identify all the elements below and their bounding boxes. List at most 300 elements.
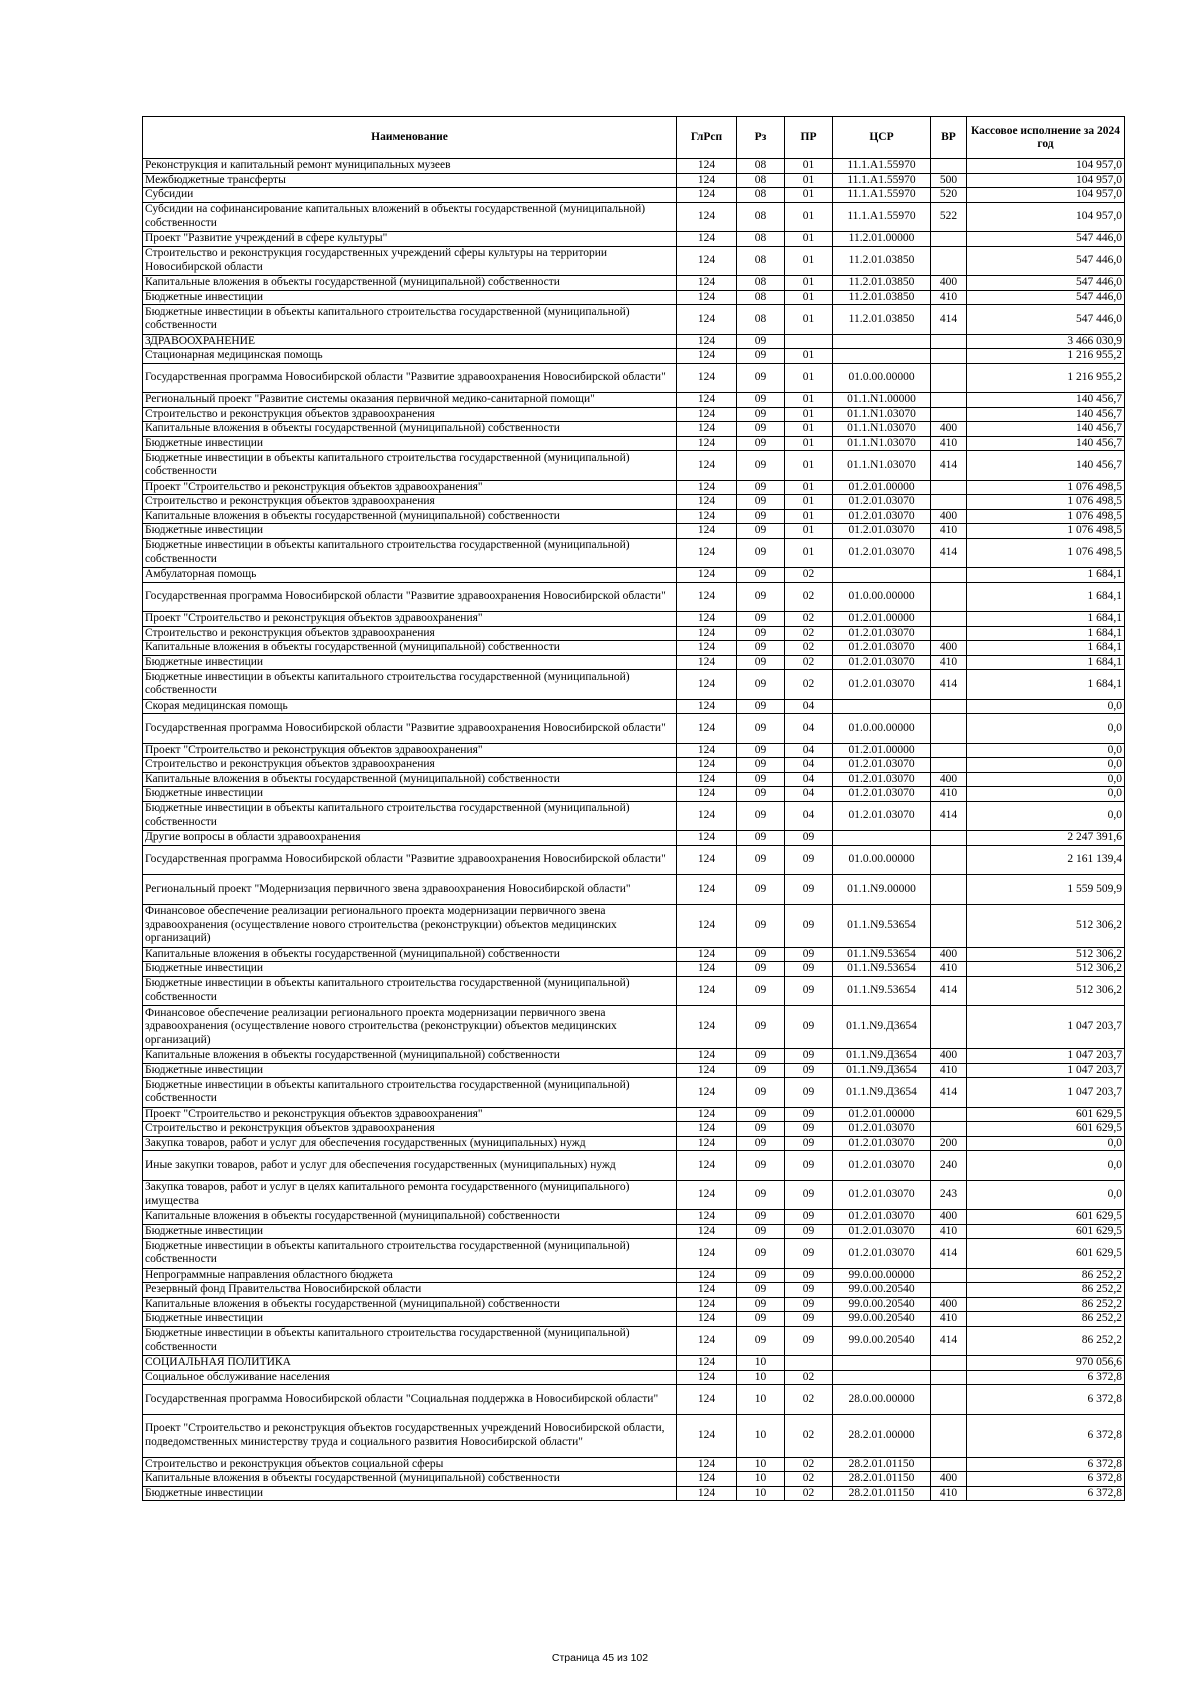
cell-amount: 2 161 139,4 bbox=[967, 845, 1125, 875]
cell-vr bbox=[931, 1370, 967, 1385]
cell-rz: 09 bbox=[737, 436, 785, 451]
cell-csr: 01.2.01.03070 bbox=[833, 1136, 931, 1151]
cell-vr: 414 bbox=[931, 1239, 967, 1269]
cell-vr bbox=[931, 626, 967, 641]
cell-pr: 02 bbox=[785, 655, 833, 670]
cell-amount: 0,0 bbox=[967, 787, 1125, 802]
cell-csr: 01.2.01.00000 bbox=[833, 743, 931, 758]
cell-rz: 10 bbox=[737, 1385, 785, 1415]
cell-amount: 6 372,8 bbox=[967, 1414, 1125, 1457]
cell-amount: 1 684,1 bbox=[967, 626, 1125, 641]
cell-csr: 01.1.N9.Д3654 bbox=[833, 1063, 931, 1078]
cell-glrsp: 124 bbox=[677, 1049, 737, 1064]
cell-pr: 01 bbox=[785, 246, 833, 276]
cell-pr bbox=[785, 334, 833, 349]
cell-pr: 04 bbox=[785, 801, 833, 831]
table-row bbox=[143, 1297, 1125, 1312]
cell-csr: 99.0.00.20540 bbox=[833, 1283, 931, 1298]
cell-vr bbox=[931, 1122, 967, 1137]
table-row bbox=[143, 159, 1125, 174]
cell-rz: 09 bbox=[737, 480, 785, 495]
cell-name: Капитальные вложения в объекты государственной (муниципальной) собственности bbox=[143, 509, 677, 524]
cell-glrsp: 124 bbox=[677, 1210, 737, 1225]
cell-rz: 09 bbox=[737, 1078, 785, 1108]
cell-glrsp: 124 bbox=[677, 495, 737, 510]
cell-amount: 0,0 bbox=[967, 801, 1125, 831]
cell-name: Государственная программа Новосибирской области "Развитие здравоохранения Новосибирской области" bbox=[143, 363, 677, 393]
cell-name: Строительство и реконструкция объектов здравоохранения bbox=[143, 758, 677, 773]
cell-csr: 11.2.01.03850 bbox=[833, 305, 931, 335]
cell-name: Капитальные вложения в объекты государственной (муниципальной) собственности bbox=[143, 641, 677, 656]
cell-rz: 09 bbox=[737, 1122, 785, 1137]
cell-csr: 28.2.01.01150 bbox=[833, 1472, 931, 1487]
cell-amount: 1 076 498,5 bbox=[967, 538, 1125, 568]
cell-name: Бюджетные инвестиции в объекты капитального строительства государственной (муниципальной) собственности bbox=[143, 976, 677, 1006]
cell-pr: 02 bbox=[785, 1414, 833, 1457]
table-row bbox=[143, 1224, 1125, 1239]
cell-amount: 6 372,8 bbox=[967, 1370, 1125, 1385]
cell-amount: 601 629,5 bbox=[967, 1122, 1125, 1137]
cell-amount: 6 372,8 bbox=[967, 1472, 1125, 1487]
cell-name: Региональный проект "Развитие системы оказания первичной медико-санитарной помощи" bbox=[143, 393, 677, 408]
cell-glrsp: 124 bbox=[677, 1136, 737, 1151]
cell-pr: 01 bbox=[785, 159, 833, 174]
cell-vr bbox=[931, 743, 967, 758]
cell-name: Проект "Строительство и реконструкция объектов здравоохранения" bbox=[143, 1107, 677, 1122]
cell-vr bbox=[931, 1006, 967, 1049]
cell-csr: 28.2.01.01150 bbox=[833, 1486, 931, 1501]
cell-amount: 1 684,1 bbox=[967, 568, 1125, 583]
cell-name: Государственная программа Новосибирской области "Социальная поддержка в Новосибирской области" bbox=[143, 1385, 677, 1415]
cell-pr: 09 bbox=[785, 1180, 833, 1210]
cell-rz: 09 bbox=[737, 1151, 785, 1181]
cell-glrsp: 124 bbox=[677, 758, 737, 773]
cell-name: Капитальные вложения в объекты государственной (муниципальной) собственности bbox=[143, 1049, 677, 1064]
cell-rz: 09 bbox=[737, 831, 785, 846]
cell-csr: 01.2.01.00000 bbox=[833, 612, 931, 627]
cell-vr bbox=[931, 845, 967, 875]
cell-amount: 1 047 203,7 bbox=[967, 1049, 1125, 1064]
cell-name: Капитальные вложения в объекты государственной (муниципальной) собственности bbox=[143, 276, 677, 291]
cell-glrsp: 124 bbox=[677, 568, 737, 583]
table-row bbox=[143, 743, 1125, 758]
header-amount: Кассовое исполнение за 2024 год bbox=[967, 117, 1125, 159]
cell-glrsp: 124 bbox=[677, 334, 737, 349]
cell-vr: 400 bbox=[931, 1049, 967, 1064]
cell-rz: 08 bbox=[737, 232, 785, 247]
cell-vr: 414 bbox=[931, 451, 967, 481]
cell-vr: 400 bbox=[931, 641, 967, 656]
cell-glrsp: 124 bbox=[677, 436, 737, 451]
cell-vr bbox=[931, 1283, 967, 1298]
cell-csr: 01.1.N9.Д3654 bbox=[833, 1049, 931, 1064]
cell-glrsp: 124 bbox=[677, 349, 737, 364]
header-rz: Рз bbox=[737, 117, 785, 159]
cell-amount: 601 629,5 bbox=[967, 1210, 1125, 1225]
cell-pr: 09 bbox=[785, 875, 833, 905]
cell-vr: 400 bbox=[931, 1472, 967, 1487]
cell-pr: 01 bbox=[785, 305, 833, 335]
cell-vr bbox=[931, 159, 967, 174]
cell-rz: 10 bbox=[737, 1356, 785, 1371]
cell-rz: 09 bbox=[737, 1239, 785, 1269]
cell-vr bbox=[931, 875, 967, 905]
cell-vr: 414 bbox=[931, 1078, 967, 1108]
cell-csr: 01.1.N1.00000 bbox=[833, 393, 931, 408]
table-row bbox=[143, 714, 1125, 744]
cell-glrsp: 124 bbox=[677, 363, 737, 393]
cell-rz: 09 bbox=[737, 655, 785, 670]
cell-name: Бюджетные инвестиции bbox=[143, 1312, 677, 1327]
cell-csr: 99.0.00.20540 bbox=[833, 1312, 931, 1327]
cell-name: Проект "Строительство и реконструкция объектов государственных учреждений Новосибирской области, подведомственных министерству труда и социального развития Новосибирской области" bbox=[143, 1414, 677, 1457]
cell-csr: 11.1.A1.55970 bbox=[833, 173, 931, 188]
cell-name: Проект "Развитие учреждений в сфере культуры" bbox=[143, 232, 677, 247]
table-row bbox=[143, 1356, 1125, 1371]
cell-name: Бюджетные инвестиции bbox=[143, 1063, 677, 1078]
cell-vr bbox=[931, 1268, 967, 1283]
cell-glrsp: 124 bbox=[677, 801, 737, 831]
cell-rz: 09 bbox=[737, 1180, 785, 1210]
cell-amount: 0,0 bbox=[967, 699, 1125, 714]
cell-rz: 08 bbox=[737, 305, 785, 335]
cell-glrsp: 124 bbox=[677, 947, 737, 962]
cell-vr: 410 bbox=[931, 655, 967, 670]
cell-pr: 09 bbox=[785, 1268, 833, 1283]
cell-pr: 04 bbox=[785, 772, 833, 787]
cell-pr: 01 bbox=[785, 451, 833, 481]
cell-rz: 08 bbox=[737, 188, 785, 203]
table-row bbox=[143, 1180, 1125, 1210]
cell-amount: 1 684,1 bbox=[967, 670, 1125, 700]
cell-name: Капитальные вложения в объекты государственной (муниципальной) собственности bbox=[143, 772, 677, 787]
cell-amount: 2 247 391,6 bbox=[967, 831, 1125, 846]
cell-vr bbox=[931, 1356, 967, 1371]
cell-rz: 09 bbox=[737, 1210, 785, 1225]
header-csr: ЦСР bbox=[833, 117, 931, 159]
cell-csr: 01.2.01.03070 bbox=[833, 538, 931, 568]
cell-csr: 01.2.01.03070 bbox=[833, 524, 931, 539]
cell-glrsp: 124 bbox=[677, 1472, 737, 1487]
cell-csr: 01.2.01.03070 bbox=[833, 772, 931, 787]
cell-glrsp: 124 bbox=[677, 670, 737, 700]
cell-name: Бюджетные инвестиции в объекты капитального строительства государственной (муниципальной) собственности bbox=[143, 305, 677, 335]
table-row bbox=[143, 582, 1125, 612]
cell-name: Другие вопросы в области здравоохранения bbox=[143, 831, 677, 846]
cell-csr: 01.2.01.03070 bbox=[833, 641, 931, 656]
cell-name: Бюджетные инвестиции bbox=[143, 962, 677, 977]
cell-name: Капитальные вложения в объекты государственной (муниципальной) собственности bbox=[143, 1210, 677, 1225]
cell-glrsp: 124 bbox=[677, 1268, 737, 1283]
cell-vr: 522 bbox=[931, 202, 967, 232]
cell-amount: 86 252,2 bbox=[967, 1326, 1125, 1356]
cell-vr: 400 bbox=[931, 509, 967, 524]
cell-amount: 6 372,8 bbox=[967, 1457, 1125, 1472]
cell-name: Бюджетные инвестиции в объекты капитального строительства государственной (муниципальной) собственности bbox=[143, 1239, 677, 1269]
cell-glrsp: 124 bbox=[677, 422, 737, 437]
cell-amount: 1 684,1 bbox=[967, 612, 1125, 627]
cell-glrsp: 124 bbox=[677, 1297, 737, 1312]
cell-pr: 01 bbox=[785, 422, 833, 437]
cell-glrsp: 124 bbox=[677, 305, 737, 335]
cell-pr: 01 bbox=[785, 480, 833, 495]
header-glrsp: ГлРсп bbox=[677, 117, 737, 159]
cell-rz: 09 bbox=[737, 334, 785, 349]
cell-pr: 09 bbox=[785, 1136, 833, 1151]
table-row bbox=[143, 1063, 1125, 1078]
cell-csr: 28.2.01.01150 bbox=[833, 1457, 931, 1472]
table-row bbox=[143, 1049, 1125, 1064]
cell-rz: 10 bbox=[737, 1486, 785, 1501]
cell-rz: 10 bbox=[737, 1370, 785, 1385]
cell-glrsp: 124 bbox=[677, 1006, 737, 1049]
header-name: Наименование bbox=[143, 117, 677, 159]
cell-pr: 02 bbox=[785, 612, 833, 627]
cell-csr: 01.2.01.03070 bbox=[833, 1180, 931, 1210]
header-pr: ПР bbox=[785, 117, 833, 159]
cell-vr: 410 bbox=[931, 290, 967, 305]
cell-vr: 414 bbox=[931, 1326, 967, 1356]
cell-glrsp: 124 bbox=[677, 904, 737, 947]
cell-glrsp: 124 bbox=[677, 509, 737, 524]
cell-csr bbox=[833, 334, 931, 349]
cell-pr: 09 bbox=[785, 1312, 833, 1327]
cell-csr: 99.0.00.00000 bbox=[833, 1268, 931, 1283]
cell-glrsp: 124 bbox=[677, 626, 737, 641]
cell-pr: 01 bbox=[785, 495, 833, 510]
cell-glrsp: 124 bbox=[677, 787, 737, 802]
cell-amount: 140 456,7 bbox=[967, 407, 1125, 422]
cell-rz: 09 bbox=[737, 422, 785, 437]
table-row bbox=[143, 875, 1125, 905]
cell-rz: 09 bbox=[737, 393, 785, 408]
cell-rz: 08 bbox=[737, 159, 785, 174]
cell-name: Капитальные вложения в объекты государственной (муниципальной) собственности bbox=[143, 947, 677, 962]
cell-glrsp: 124 bbox=[677, 407, 737, 422]
cell-amount: 547 446,0 bbox=[967, 305, 1125, 335]
cell-csr: 11.1.A1.55970 bbox=[833, 159, 931, 174]
cell-rz: 09 bbox=[737, 363, 785, 393]
cell-rz: 08 bbox=[737, 246, 785, 276]
cell-amount: 0,0 bbox=[967, 714, 1125, 744]
cell-amount: 1 047 203,7 bbox=[967, 1063, 1125, 1078]
table-row bbox=[143, 246, 1125, 276]
budget-execution-table bbox=[142, 116, 1125, 1501]
cell-pr: 09 bbox=[785, 947, 833, 962]
cell-rz: 09 bbox=[737, 1006, 785, 1049]
cell-pr bbox=[785, 1356, 833, 1371]
cell-vr: 500 bbox=[931, 173, 967, 188]
cell-csr: 01.2.01.03070 bbox=[833, 1224, 931, 1239]
cell-amount: 6 372,8 bbox=[967, 1486, 1125, 1501]
cell-glrsp: 124 bbox=[677, 1078, 737, 1108]
cell-rz: 09 bbox=[737, 976, 785, 1006]
cell-csr bbox=[833, 568, 931, 583]
cell-name: Закупка товаров, работ и услуг в целях капитального ремонта государственного (муниципального) имущества bbox=[143, 1180, 677, 1210]
cell-name: Закупка товаров, работ и услуг для обеспечения государственных (муниципальных) нужд bbox=[143, 1136, 677, 1151]
cell-name: Стационарная медицинская помощь bbox=[143, 349, 677, 364]
cell-glrsp: 124 bbox=[677, 1326, 737, 1356]
cell-pr: 02 bbox=[785, 1486, 833, 1501]
cell-pr: 04 bbox=[785, 758, 833, 773]
cell-rz: 09 bbox=[737, 947, 785, 962]
cell-rz: 09 bbox=[737, 582, 785, 612]
cell-glrsp: 124 bbox=[677, 875, 737, 905]
cell-csr: 01.1.N1.03070 bbox=[833, 422, 931, 437]
cell-glrsp: 124 bbox=[677, 1457, 737, 1472]
cell-vr: 414 bbox=[931, 305, 967, 335]
table-row bbox=[143, 568, 1125, 583]
cell-name: Бюджетные инвестиции в объекты капитального строительства государственной (муниципальной) собственности bbox=[143, 1078, 677, 1108]
cell-csr: 99.0.00.20540 bbox=[833, 1326, 931, 1356]
cell-csr: 01.1.N9.53654 bbox=[833, 976, 931, 1006]
cell-csr: 28.2.01.00000 bbox=[833, 1414, 931, 1457]
cell-glrsp: 124 bbox=[677, 290, 737, 305]
cell-pr: 09 bbox=[785, 1006, 833, 1049]
table-row bbox=[143, 363, 1125, 393]
cell-name: Субсидии bbox=[143, 188, 677, 203]
cell-vr: 414 bbox=[931, 976, 967, 1006]
cell-name: Бюджетные инвестиции bbox=[143, 1224, 677, 1239]
cell-csr: 01.1.N1.03070 bbox=[833, 407, 931, 422]
cell-vr: 410 bbox=[931, 1224, 967, 1239]
cell-csr: 01.2.01.03070 bbox=[833, 787, 931, 802]
table-row bbox=[143, 524, 1125, 539]
cell-glrsp: 124 bbox=[677, 655, 737, 670]
cell-rz: 09 bbox=[737, 1326, 785, 1356]
cell-amount: 0,0 bbox=[967, 1180, 1125, 1210]
cell-amount: 547 446,0 bbox=[967, 276, 1125, 291]
cell-pr: 02 bbox=[785, 1457, 833, 1472]
table-row bbox=[143, 699, 1125, 714]
cell-name: Реконструкция и капитальный ремонт муниципальных музеев bbox=[143, 159, 677, 174]
cell-pr: 02 bbox=[785, 1472, 833, 1487]
cell-pr: 09 bbox=[785, 1239, 833, 1269]
cell-name: Финансовое обеспечение реализации регионального проекта модернизации первичного звена здравоохранения (осуществление нового строительства (реконструкции) объектов медицинских организаций) bbox=[143, 904, 677, 947]
table-row bbox=[143, 538, 1125, 568]
cell-vr bbox=[931, 393, 967, 408]
cell-vr: 414 bbox=[931, 538, 967, 568]
cell-csr: 01.1.N9.Д3654 bbox=[833, 1006, 931, 1049]
table-header-row bbox=[143, 117, 1125, 159]
cell-csr: 01.2.01.03070 bbox=[833, 626, 931, 641]
cell-csr: 28.0.00.00000 bbox=[833, 1385, 931, 1415]
cell-rz: 09 bbox=[737, 1107, 785, 1122]
cell-csr: 01.2.01.03070 bbox=[833, 1239, 931, 1269]
table-row bbox=[143, 845, 1125, 875]
cell-rz: 10 bbox=[737, 1457, 785, 1472]
cell-rz: 09 bbox=[737, 670, 785, 700]
cell-pr: 01 bbox=[785, 276, 833, 291]
cell-name: Государственная программа Новосибирской области "Развитие здравоохранения Новосибирской области" bbox=[143, 582, 677, 612]
cell-rz: 09 bbox=[737, 349, 785, 364]
cell-csr: 01.2.01.03070 bbox=[833, 495, 931, 510]
cell-glrsp: 124 bbox=[677, 772, 737, 787]
cell-rz: 08 bbox=[737, 290, 785, 305]
table-row bbox=[143, 772, 1125, 787]
cell-vr: 410 bbox=[931, 1063, 967, 1078]
cell-name: Бюджетные инвестиции в объекты капитального строительства государственной (муниципальной) собственности bbox=[143, 670, 677, 700]
cell-glrsp: 124 bbox=[677, 173, 737, 188]
cell-name: Бюджетные инвестиции в объекты капитального строительства государственной (муниципальной) собственности bbox=[143, 538, 677, 568]
cell-pr: 01 bbox=[785, 173, 833, 188]
cell-rz: 08 bbox=[737, 276, 785, 291]
cell-glrsp: 124 bbox=[677, 831, 737, 846]
cell-vr bbox=[931, 714, 967, 744]
cell-name: Бюджетные инвестиции bbox=[143, 524, 677, 539]
cell-amount: 0,0 bbox=[967, 758, 1125, 773]
cell-vr bbox=[931, 758, 967, 773]
cell-amount: 86 252,2 bbox=[967, 1268, 1125, 1283]
cell-pr: 02 bbox=[785, 582, 833, 612]
cell-vr bbox=[931, 363, 967, 393]
cell-vr: 400 bbox=[931, 1210, 967, 1225]
cell-name: Капитальные вложения в объекты государственной (муниципальной) собственности bbox=[143, 1297, 677, 1312]
cell-rz: 09 bbox=[737, 568, 785, 583]
table-row bbox=[143, 1283, 1125, 1298]
cell-name: СОЦИАЛЬНАЯ ПОЛИТИКА bbox=[143, 1356, 677, 1371]
cell-name: Амбулаторная помощь bbox=[143, 568, 677, 583]
cell-rz: 09 bbox=[737, 845, 785, 875]
cell-amount: 1 216 955,2 bbox=[967, 349, 1125, 364]
cell-name: Региональный проект "Модернизация первичного звена здравоохранения Новосибирской области" bbox=[143, 875, 677, 905]
cell-rz: 09 bbox=[737, 714, 785, 744]
table-row bbox=[143, 305, 1125, 335]
cell-rz: 08 bbox=[737, 202, 785, 232]
cell-amount: 601 629,5 bbox=[967, 1224, 1125, 1239]
cell-vr: 410 bbox=[931, 787, 967, 802]
cell-vr bbox=[931, 582, 967, 612]
cell-name: Резервный фонд Правительства Новосибирской области bbox=[143, 1283, 677, 1298]
table-row bbox=[143, 276, 1125, 291]
cell-amount: 970 056,6 bbox=[967, 1356, 1125, 1371]
cell-rz: 09 bbox=[737, 1312, 785, 1327]
cell-pr: 01 bbox=[785, 349, 833, 364]
cell-amount: 547 446,0 bbox=[967, 246, 1125, 276]
cell-glrsp: 124 bbox=[677, 1063, 737, 1078]
cell-csr: 01.1.N1.03070 bbox=[833, 436, 931, 451]
cell-name: Строительство и реконструкция объектов социальной сферы bbox=[143, 1457, 677, 1472]
cell-pr: 09 bbox=[785, 976, 833, 1006]
cell-csr: 01.0.00.00000 bbox=[833, 845, 931, 875]
cell-pr: 01 bbox=[785, 202, 833, 232]
cell-pr: 04 bbox=[785, 714, 833, 744]
cell-name: Иные закупки товаров, работ и услуг для обеспечения государственных (муниципальных) нужд bbox=[143, 1151, 677, 1181]
cell-amount: 3 466 030,9 bbox=[967, 334, 1125, 349]
cell-rz: 09 bbox=[737, 509, 785, 524]
cell-csr: 11.1.A1.55970 bbox=[833, 188, 931, 203]
table-row bbox=[143, 1006, 1125, 1049]
cell-amount: 140 456,7 bbox=[967, 422, 1125, 437]
cell-amount: 1 684,1 bbox=[967, 582, 1125, 612]
cell-name: Бюджетные инвестиции в объекты капитального строительства государственной (муниципальной) собственности bbox=[143, 451, 677, 481]
cell-glrsp: 124 bbox=[677, 962, 737, 977]
cell-name: Строительство и реконструкция объектов здравоохранения bbox=[143, 407, 677, 422]
cell-vr: 410 bbox=[931, 436, 967, 451]
cell-glrsp: 124 bbox=[677, 1107, 737, 1122]
cell-pr: 02 bbox=[785, 626, 833, 641]
cell-name: Финансовое обеспечение реализации регионального проекта модернизации первичного звена здравоохранения (осуществление нового строительства (реконструкции) объектов медицинских организаций) bbox=[143, 1006, 677, 1049]
cell-csr: 01.1.N9.53654 bbox=[833, 904, 931, 947]
cell-amount: 1 684,1 bbox=[967, 641, 1125, 656]
cell-amount: 601 629,5 bbox=[967, 1239, 1125, 1269]
cell-csr bbox=[833, 1356, 931, 1371]
cell-glrsp: 124 bbox=[677, 714, 737, 744]
cell-amount: 1 076 498,5 bbox=[967, 480, 1125, 495]
cell-pr: 09 bbox=[785, 1122, 833, 1137]
cell-amount: 1 076 498,5 bbox=[967, 524, 1125, 539]
cell-pr: 04 bbox=[785, 699, 833, 714]
